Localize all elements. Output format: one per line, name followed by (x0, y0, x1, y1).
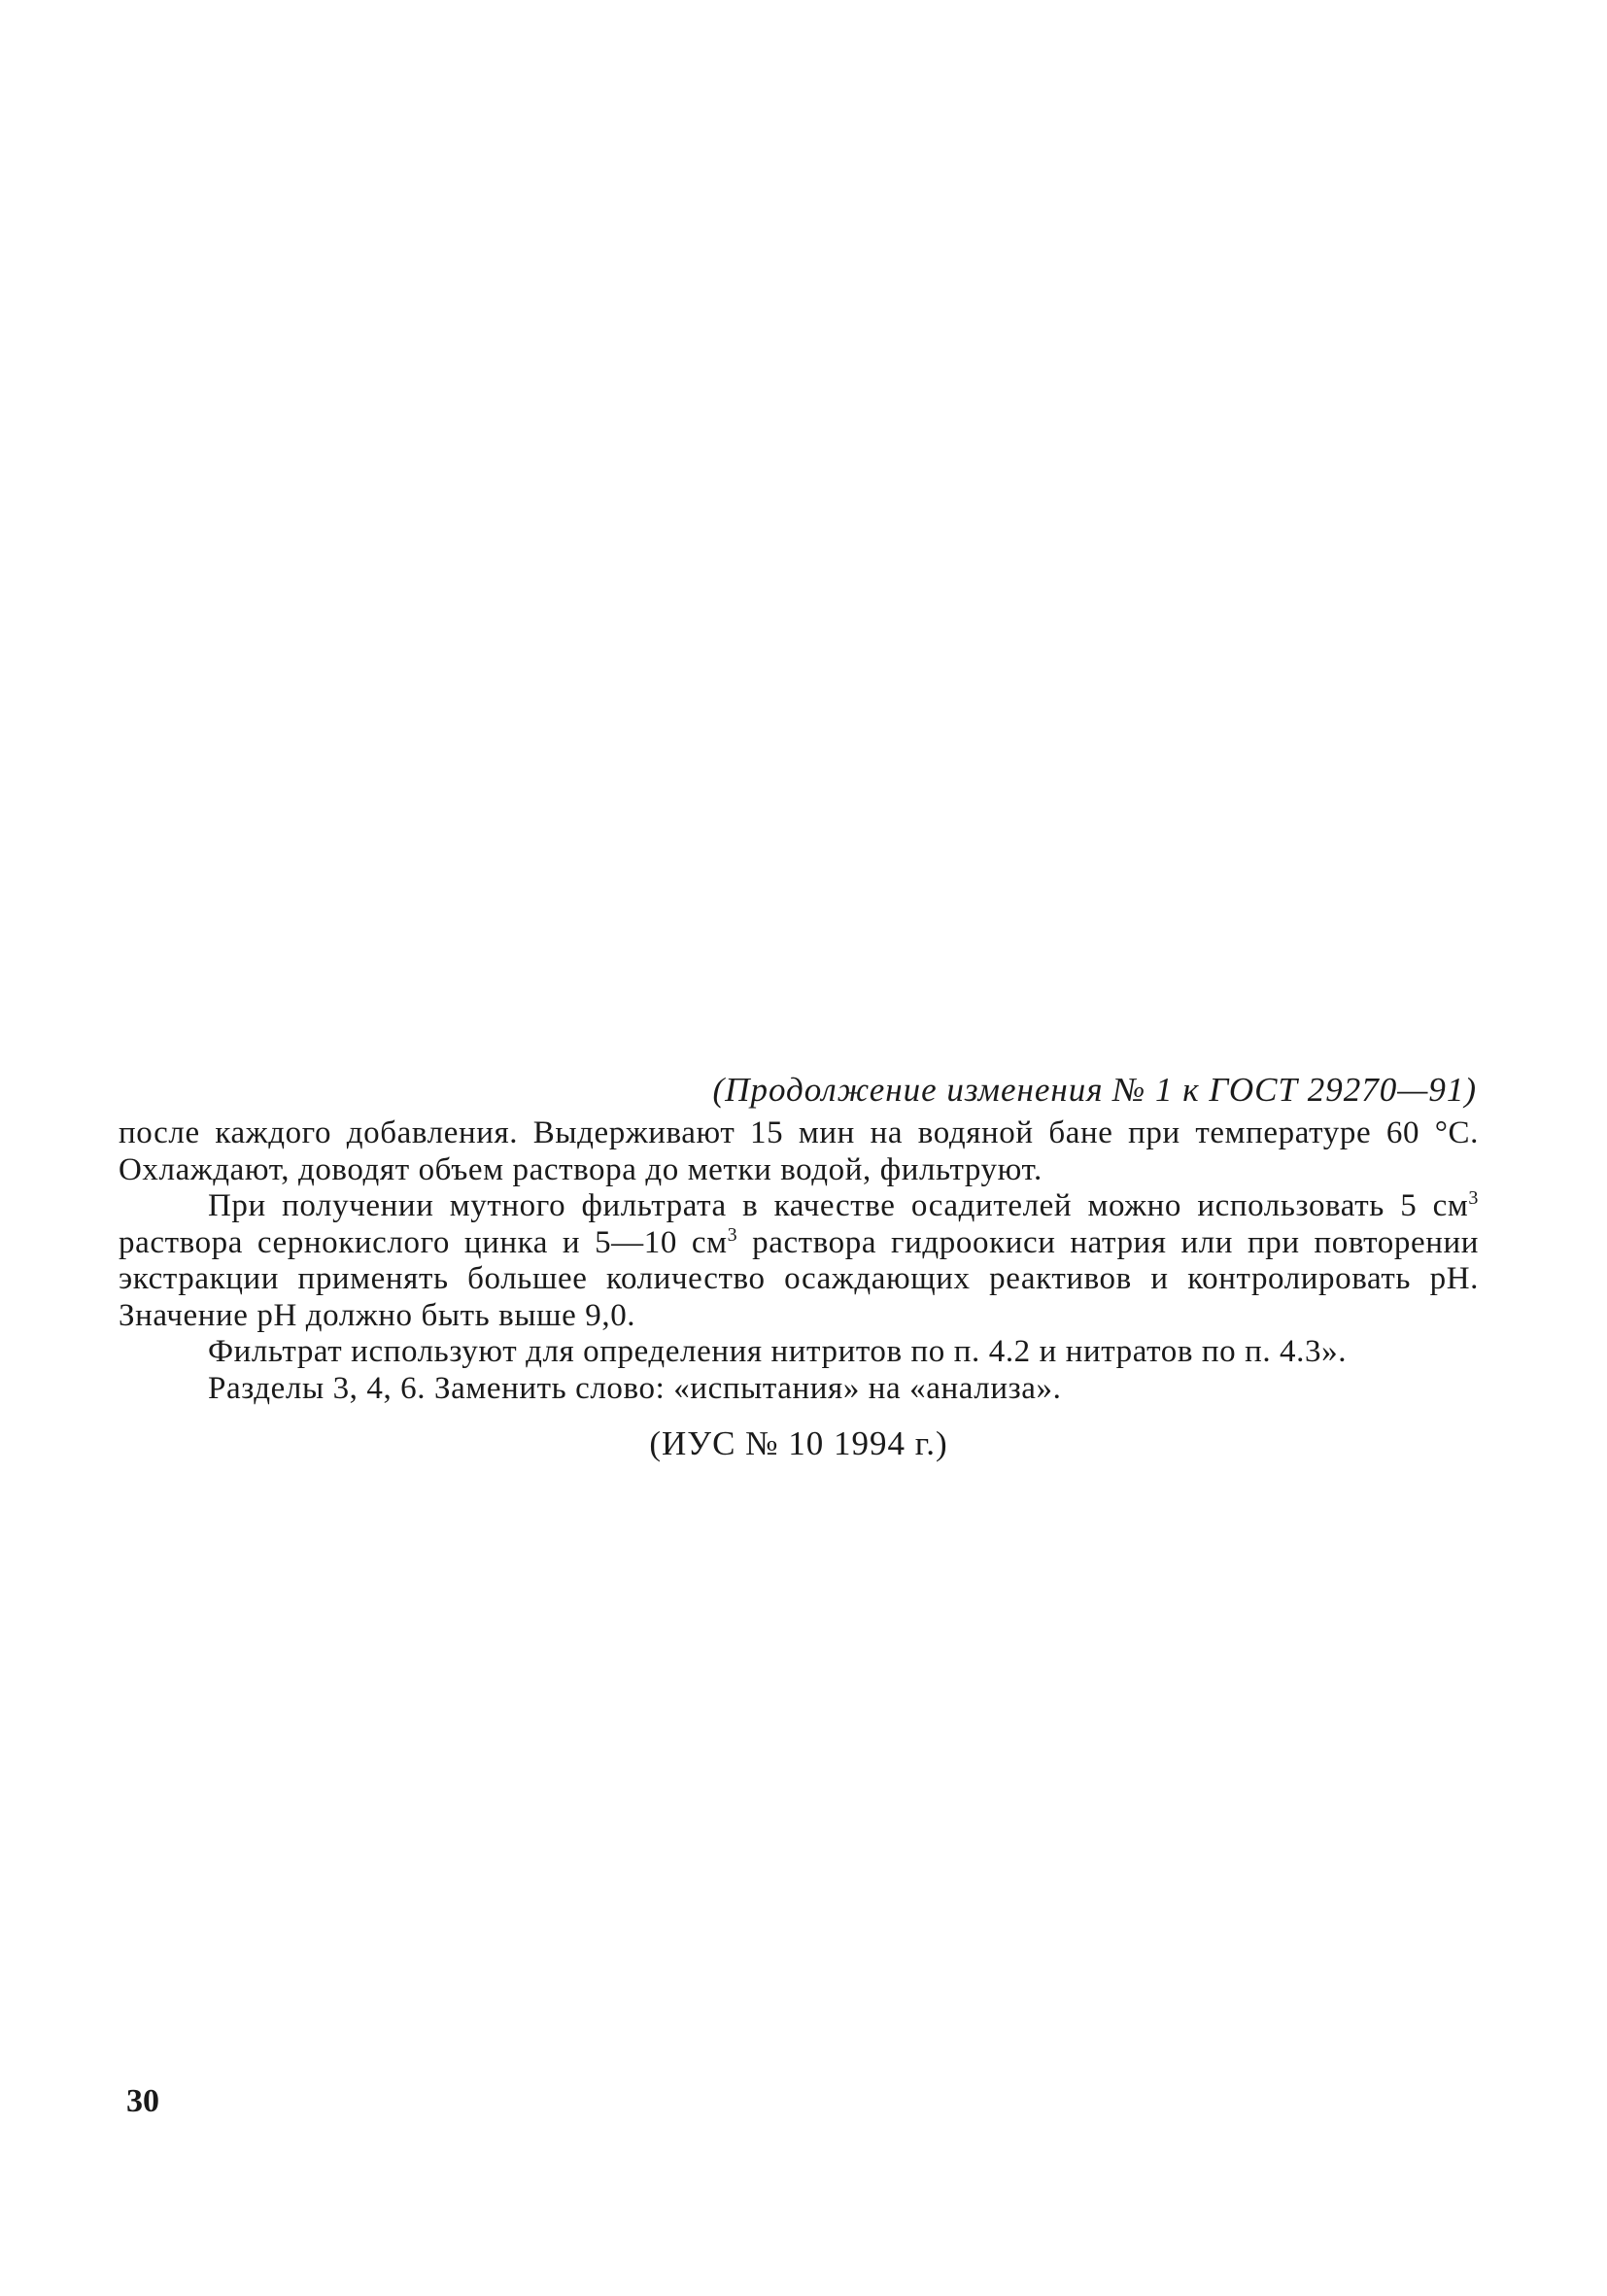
superscript-cubic-2: 3 (727, 1223, 738, 1246)
paragraph-filtrate-use: Фильтрат используют для определения нитритов по п. 4.2 и нитратов по п. 4.3». (208, 1334, 1348, 1369)
continuation-title: (Продолжение изменения № 1 к ГОСТ 29270—91) (712, 1071, 1477, 1109)
amendment-text-block (119, 1069, 1479, 1465)
paragraph-turbid-filtrate-part-3: раствора гидроокиси натрия или при повторении экстракции применять большее количество осаждающих реактивов и контролировать pH. Значение pH должно быть выше 9,0. (119, 1224, 1479, 1333)
paragraph-turbid-filtrate (119, 1188, 1479, 1334)
paragraph-sections-replacement: Разделы 3, 4, 6. Заменить слово: «испытания» на «анализа». (208, 1370, 1062, 1406)
paragraph-turbid-filtrate-part-2: раствора сернокислого цинка и 5—10 см (119, 1224, 728, 1260)
superscript-cubic-1: 3 (1468, 1187, 1479, 1209)
source-note: (ИУС № 10 1994 г.) (649, 1424, 948, 1462)
paragraph-procedure-end: после каждого добавления. Выдерживают 15 мин на водяной бане при температуре 60 °С. Охлаждают, доводят объем раствора до метки водой, фильтруют. (119, 1115, 1479, 1187)
paragraph-turbid-filtrate-part-1: При получении мутного фильтрата в качестве осадителей можно использовать 5 см (208, 1188, 1469, 1223)
page-number: 30 (126, 2083, 159, 2119)
